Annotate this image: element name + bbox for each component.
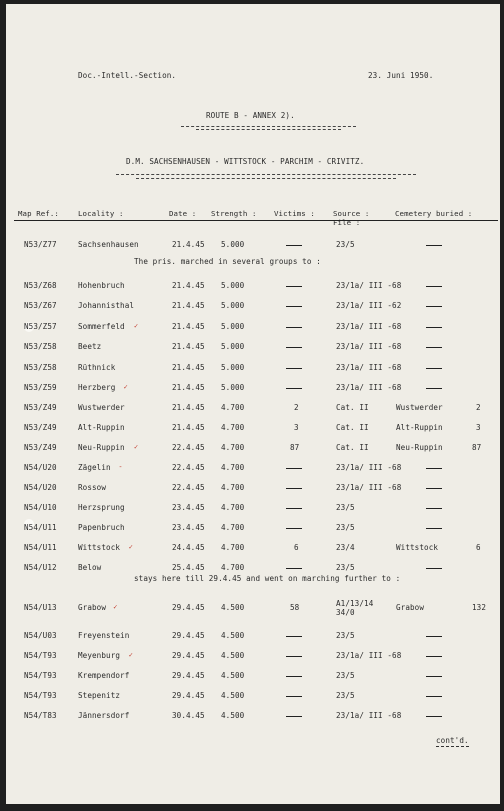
col-header-strength: Strength : [211, 209, 257, 218]
map-ref: N53/Z67 [24, 301, 57, 310]
cemetery-count: 6 [476, 543, 481, 552]
strength: 4.700 [221, 463, 245, 472]
handwritten-check-mark: ✓ [134, 322, 139, 330]
strength: 4.500 [221, 691, 245, 700]
handwritten-check-mark: ✓ [113, 603, 118, 611]
locality: Grabow [78, 603, 107, 612]
document-page [6, 4, 500, 804]
date: 21.4.45 [172, 403, 205, 412]
victims: 87 [290, 443, 300, 452]
note-stay: stays here till 29.4.45 and went on marching further to : [134, 574, 401, 583]
dash-mark [426, 503, 442, 512]
dash-mark [426, 301, 442, 310]
cemetery: Neu-Ruppin [396, 443, 443, 452]
map-ref: N53/Z58 [24, 342, 57, 351]
strength: 5.000 [221, 363, 245, 372]
locality: Meyenburg [78, 651, 121, 660]
locality: Wittstock [78, 543, 121, 552]
cemetery: Wustwerder [396, 403, 443, 412]
strength: 4.700 [221, 423, 245, 432]
map-ref: N53/Z49 [24, 423, 57, 432]
map-ref: N53/Z68 [24, 281, 57, 290]
col-header-cemetery: Cemetery buried : [395, 209, 473, 218]
strength: 4.500 [221, 603, 245, 612]
date: 22.4.45 [172, 463, 205, 472]
dash-mark [286, 691, 302, 700]
map-ref: N53/Z77 [24, 240, 57, 249]
locality: Herzberg [78, 383, 116, 392]
dash-mark [426, 671, 442, 680]
date: 21.4.45 [172, 322, 205, 331]
handwritten-check-mark: ✓ [134, 443, 139, 451]
col-header-date: Date : [169, 209, 197, 218]
locality: Hohenbruch [78, 281, 125, 290]
date: 23.4.45 [172, 523, 205, 532]
victims: 2 [294, 403, 299, 412]
victims: 3 [294, 423, 299, 432]
dash-mark [286, 503, 302, 512]
dash-mark [426, 631, 442, 640]
handwritten-check-mark: ✓ [128, 651, 134, 659]
source: 23/1a/ III -62 [336, 301, 402, 310]
strength: 5.000 [221, 322, 245, 331]
locality: Rossow [78, 483, 107, 492]
date: 21.4.45 [172, 240, 205, 249]
map-ref: N54/T93 [24, 671, 57, 680]
locality: Below [78, 563, 102, 572]
source: Cat. II [336, 403, 369, 412]
locality: Neu-Ruppin [78, 443, 125, 452]
source: 23/5 [336, 563, 355, 572]
cemetery-count: 2 [476, 403, 481, 412]
source: 23/1a/ III -68 [336, 281, 402, 290]
map-ref: N53/Z57 [24, 322, 57, 331]
dash-mark [286, 483, 302, 492]
dash-mark [286, 631, 302, 640]
cemetery-count: 3 [476, 423, 481, 432]
route-title: ROUTE B - ANNEX 2). [206, 111, 295, 120]
col-header-source: Source : File : [333, 209, 370, 227]
dash-mark [286, 523, 302, 532]
map-ref: N54/T93 [24, 651, 57, 660]
map-ref: N54/T93 [24, 691, 57, 700]
source: 23/1a/ III -68 [336, 463, 402, 472]
col-header-mapref: Map Ref.: [18, 209, 59, 218]
date: 29.4.45 [172, 691, 205, 700]
map-ref: N54/T83 [24, 711, 57, 720]
source: 23/5 [336, 691, 355, 700]
date: 21.4.45 [172, 342, 205, 351]
dash-mark [426, 523, 442, 532]
dash-mark [426, 463, 442, 472]
map-ref: N53/Z49 [24, 403, 57, 412]
locality: Sachsenhausen [78, 240, 139, 249]
dash-mark [426, 563, 442, 572]
dash-mark [426, 483, 442, 492]
dash-mark [286, 342, 302, 351]
date: 21.4.45 [172, 363, 205, 372]
date: 30.4.45 [172, 711, 205, 720]
dash-mark [426, 240, 442, 249]
locality: Jännersdorf [78, 711, 130, 720]
locality: Alt-Ruppin [78, 423, 125, 432]
strength: 4.500 [221, 651, 245, 660]
locality: Rüthnick [78, 363, 116, 372]
route-path: D.M. SACHSENHAUSEN - WITTSTOCK - PARCHIM - CRIVITZ. [126, 157, 365, 166]
date: 24.4.45 [172, 543, 205, 552]
date: 25.4.45 [172, 563, 205, 572]
map-ref: N54/U03 [24, 631, 57, 640]
locality: Sommerfeld [78, 322, 125, 331]
victims: 6 [294, 543, 299, 552]
cemetery-count: 87 [472, 443, 482, 452]
locality: Freyenstein [78, 631, 130, 640]
strength: 4.500 [221, 631, 245, 640]
locality: Beetz [78, 342, 102, 351]
source: 23/1a/ III -68 [336, 711, 402, 720]
dash-mark [426, 691, 442, 700]
col-header-locality: Locality : [78, 209, 124, 218]
strength: 5.000 [221, 342, 245, 351]
strength: 4.500 [221, 671, 245, 680]
locality: Zägelin [78, 463, 111, 472]
locality: Wustwerder [78, 403, 125, 412]
dash-mark [426, 651, 442, 660]
dash-mark [286, 281, 302, 290]
dash-mark [426, 281, 442, 290]
dash-mark [286, 240, 302, 249]
map-ref: N54/U11 [24, 523, 57, 532]
locality: Herzsprung [78, 503, 125, 512]
source: 23/5 [336, 631, 355, 640]
cemetery-count: 132 [472, 603, 487, 612]
source: 23/1a/ III -68 [336, 651, 402, 660]
locality: Papenbruch [78, 523, 125, 532]
dash-mark [426, 383, 442, 392]
divider [181, 126, 356, 127]
divider [136, 178, 396, 179]
divider [116, 174, 416, 175]
strength: 4.700 [221, 563, 245, 572]
source: Cat. II [336, 423, 369, 432]
map-ref: N53/Z58 [24, 363, 57, 372]
source: 23/5 [336, 671, 355, 680]
header-rule [14, 220, 498, 221]
strength: 5.000 [221, 383, 245, 392]
note-split: The pris. marched in several groups to : [134, 257, 321, 266]
locality: Stepenitz [78, 691, 121, 700]
cemetery: Alt-Ruppin [396, 423, 443, 432]
strength: 4.700 [221, 523, 245, 532]
date: 21.4.45 [172, 423, 205, 432]
handwritten-check-mark: - [118, 463, 123, 471]
date: 21.4.45 [172, 301, 205, 310]
date: 29.4.45 [172, 651, 205, 660]
source: 23/1a/ III -68 [336, 363, 402, 372]
section-label: Doc.-Intell.-Section. [78, 71, 177, 80]
date: 21.4.45 [172, 383, 205, 392]
dash-mark [286, 363, 302, 372]
map-ref: N54/U10 [24, 503, 57, 512]
divider [196, 129, 341, 130]
source: 23/1a/ III -68 [336, 342, 402, 351]
source: 23/5 [336, 240, 355, 249]
dash-mark [286, 711, 302, 720]
strength: 4.700 [221, 503, 245, 512]
document-date: 23. Juni 1950. [368, 71, 434, 80]
handwritten-check-mark: ✓ [128, 543, 134, 551]
dash-mark [426, 363, 442, 372]
continued-label: cont'd. [436, 736, 469, 745]
date: 29.4.45 [172, 603, 205, 612]
cemetery: Wittstock [396, 543, 439, 552]
map-ref: N53/Z59 [24, 383, 57, 392]
date: 22.4.45 [172, 443, 205, 452]
date: 23.4.45 [172, 503, 205, 512]
col-header-victims: Victims : [274, 209, 315, 218]
strength: 4.700 [221, 443, 245, 452]
source: 23/1a/ III -68 [336, 483, 402, 492]
dash-mark [426, 322, 442, 331]
locality: Krempendorf [78, 671, 130, 680]
source: 23/4 [336, 543, 355, 552]
map-ref: N54/U12 [24, 563, 57, 572]
strength: 4.700 [221, 543, 245, 552]
date: 29.4.45 [172, 631, 205, 640]
source: 23/1a/ III -68 [336, 383, 402, 392]
map-ref: N54/U13 [24, 603, 57, 612]
map-ref: N53/Z49 [24, 443, 57, 452]
date: 21.4.45 [172, 281, 205, 290]
map-ref: N54/U20 [24, 463, 57, 472]
map-ref: N54/U20 [24, 483, 57, 492]
strength: 4.700 [221, 483, 245, 492]
dash-mark [286, 383, 302, 392]
locality: Johannisthal [78, 301, 135, 310]
date: 29.4.45 [172, 671, 205, 680]
dash-mark [286, 671, 302, 680]
victims: 58 [290, 603, 300, 612]
source: 23/1a/ III -68 [336, 322, 402, 331]
dash-mark [286, 463, 302, 472]
source: 23/5 [336, 523, 355, 532]
strength: 4.700 [221, 403, 245, 412]
dash-mark [286, 322, 302, 331]
source: A1/13/14 34/0 [336, 599, 374, 617]
strength: 4.500 [221, 711, 245, 720]
source: Cat. II [336, 443, 369, 452]
dash-mark [286, 301, 302, 310]
cemetery: Grabow [396, 603, 425, 612]
strength: 5.000 [221, 281, 245, 290]
dash-mark [286, 651, 302, 660]
strength: 5.000 [221, 240, 245, 249]
dash-mark [426, 711, 442, 720]
handwritten-check-mark: ✓ [123, 383, 128, 391]
strength: 5.000 [221, 301, 245, 310]
map-ref: N54/U11 [24, 543, 57, 552]
dash-mark [426, 342, 442, 351]
dash-mark [286, 563, 302, 572]
date: 22.4.45 [172, 483, 205, 492]
source: 23/5 [336, 503, 355, 512]
